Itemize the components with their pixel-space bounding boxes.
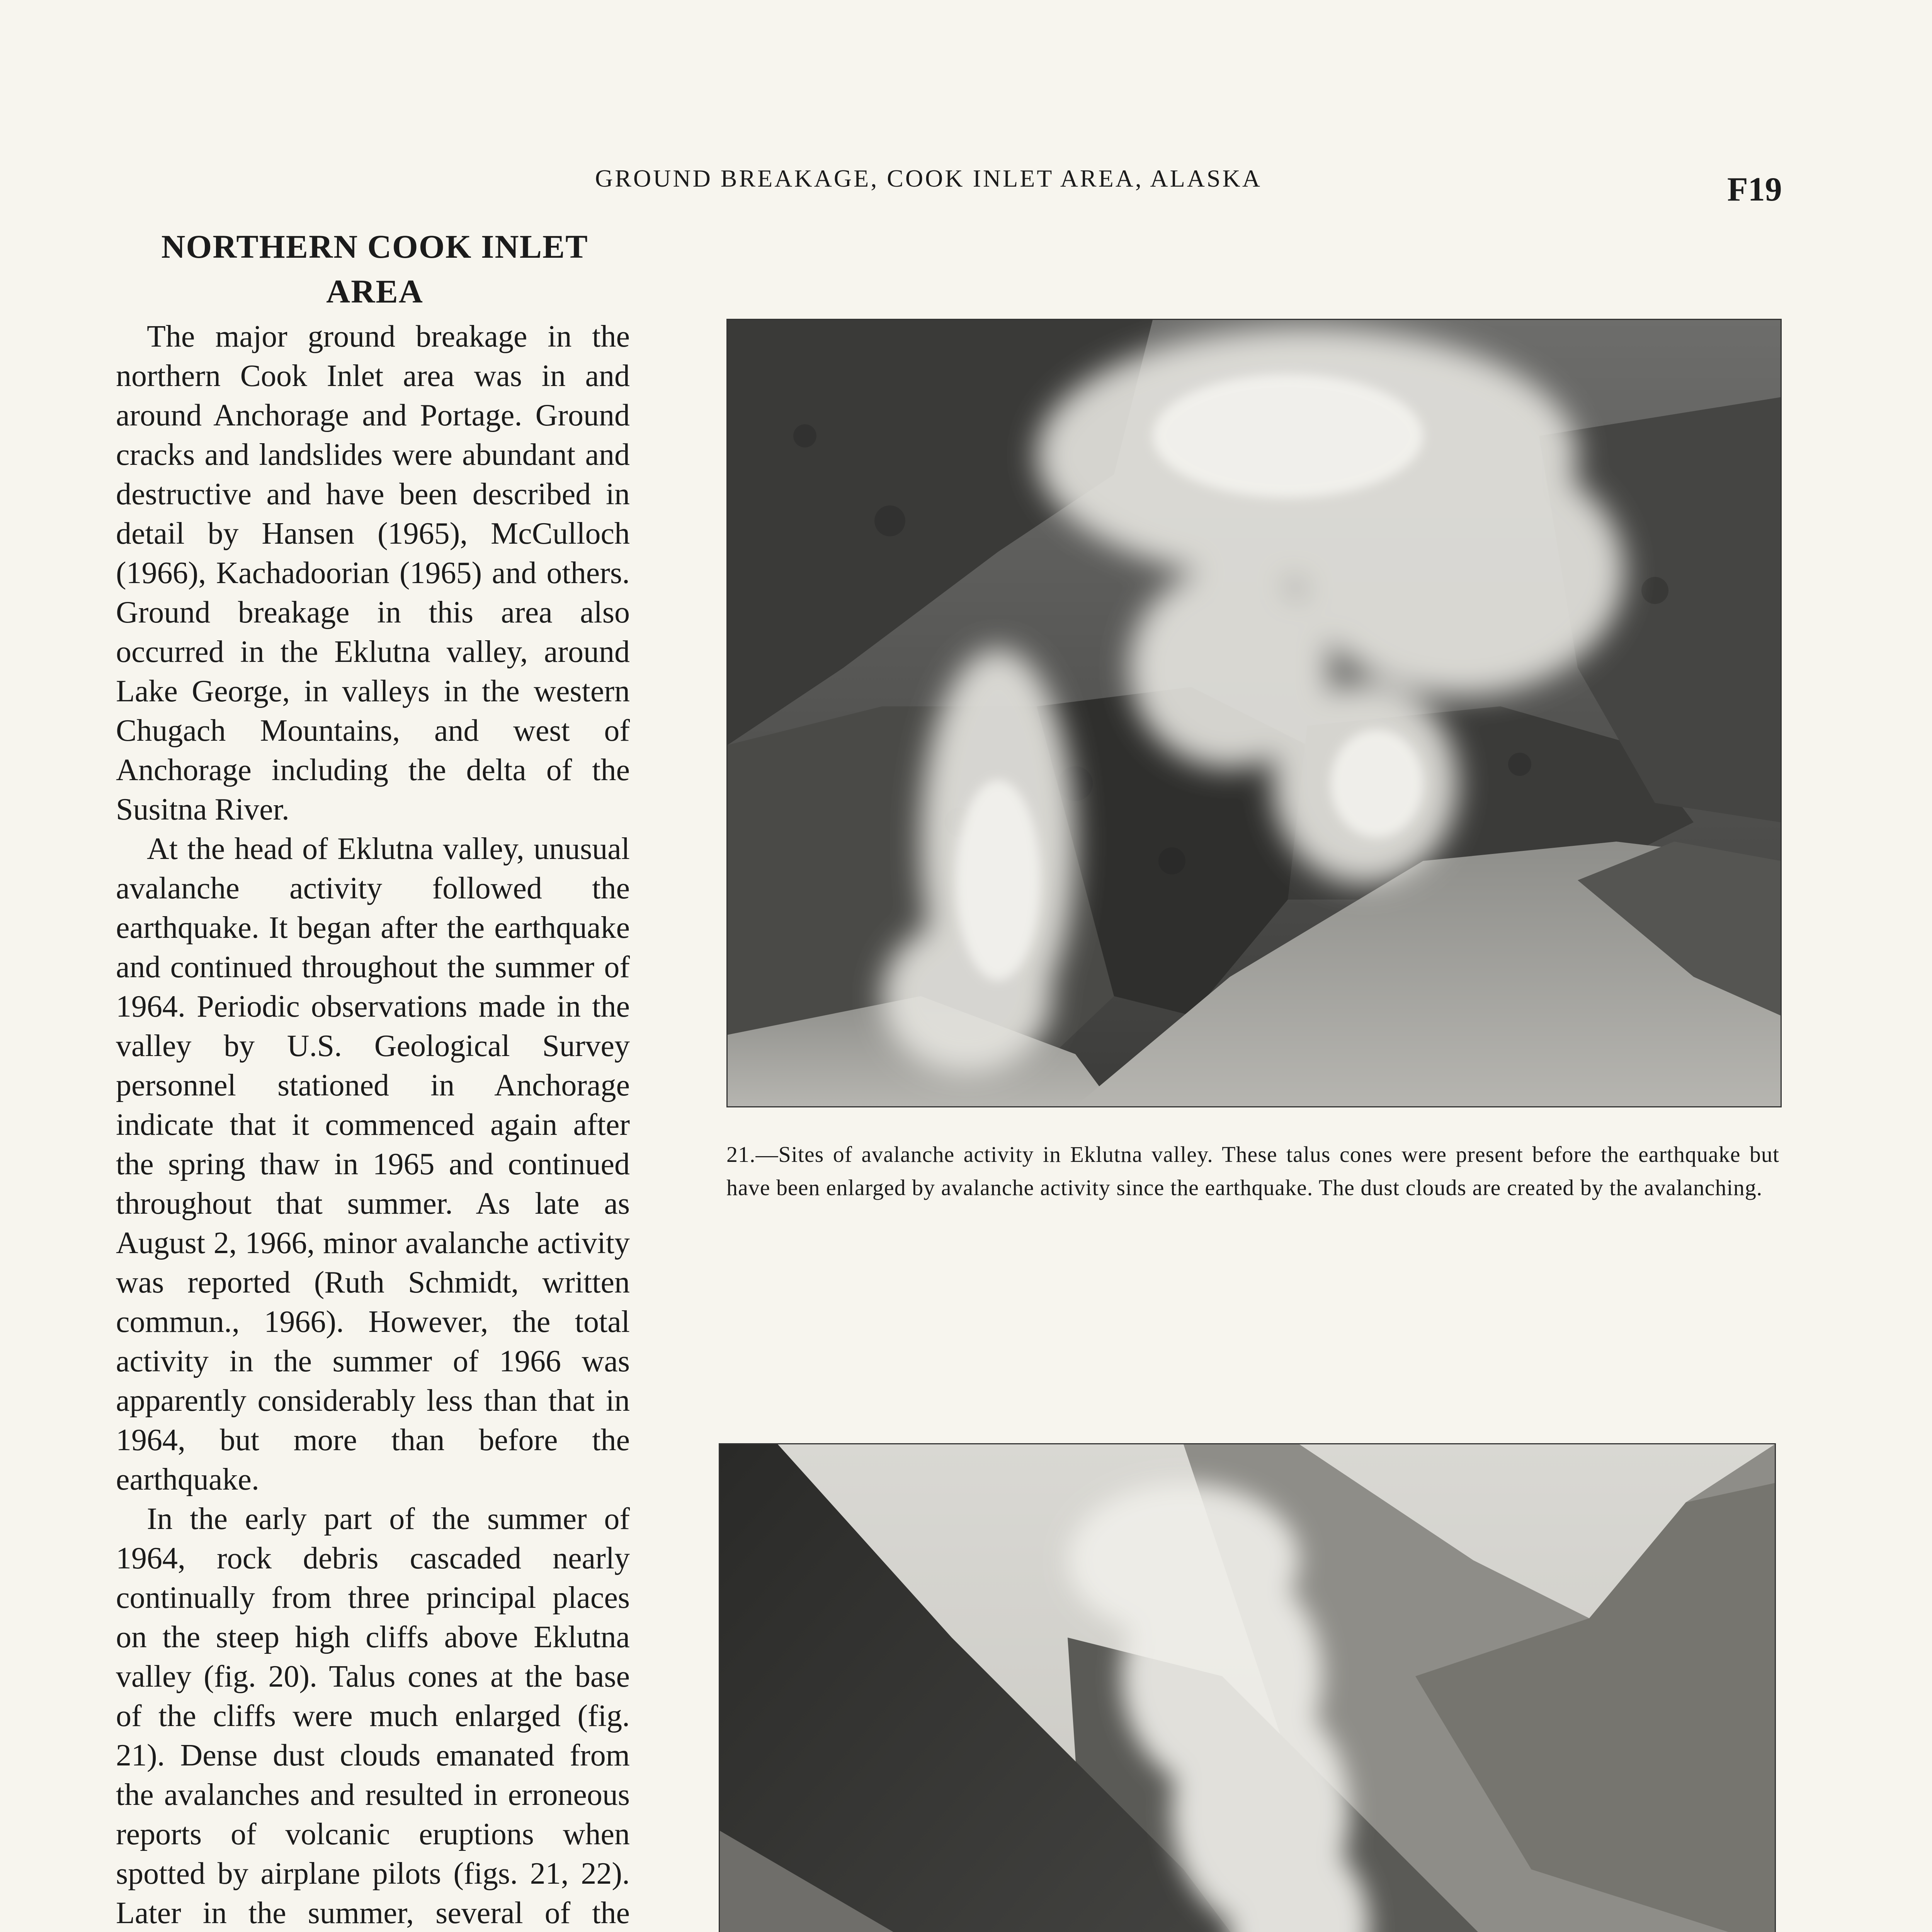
- page-number: F19: [1727, 171, 1782, 208]
- figure-21-caption: 21.—Sites of avalanche activity in Eklutna valley. These talus cones were present before the earthquake but have been enlarged by avalanche activity since the earthquake. The dust clouds are created by the avalanching.: [726, 1142, 1779, 1200]
- avalanche-talus-photo: [728, 320, 1781, 1106]
- paragraph: At the head of Eklutna valley, unusual avalanche activity followed the earthquake. It began after the earthquake and continued throughout the summer of 1964. Periodic observations made in the valley by U.S. Geological Survey personnel stationed in Anchorage indicate that it commenced again after the spring thaw in 1965 and continued throughout that summer. As late as August 2, 1966, minor avalanche activity was reported (Ruth Schmidt, written commun., 1966). However, the total activity in the summer of 1966 was apparently considerably less than that in 1964, but more than before the earthquake.: [116, 832, 630, 1497]
- figure-22-photo: [719, 1443, 1776, 1932]
- body-column: [116, 317, 630, 1932]
- paragraph: The major ground breakage in the northern Cook Inlet area was in and around Anchorage and Portage. Ground cracks and landslides were abundant and destructive and have been described in detail by Hansen (1965), McCulloch (1966), Kachadoorian (1965) and others. Ground breakage in this area also occurred in the Eklutna valley, around Lake George, in valleys in the western Chugach Mountains, and west of Anchorage including the delta of the Susitna River.: [116, 320, 630, 827]
- running-head: GROUND BREAKAGE, COOK INLET AREA, ALASKA: [595, 165, 1262, 192]
- dust-cloud-valley-photo: [720, 1444, 1775, 1932]
- figure-21-photo: [726, 319, 1782, 1107]
- section-title: NORTHERN COOK INLET AREA: [161, 228, 588, 310]
- paragraph: In the early part of the summer of 1964, rock debris cascaded nearly continually from three principal places on the steep high cliffs above Eklutna valley (fig. 20). Talus cones at the base of the cliffs were much enlarged (fig. 21). Dense dust clouds emanated from the avalanches and resulted in erroneous reports of volcanic eruptions when spotted by airplane pilots (figs. 21, 22). Later in the summer, several of the: [116, 1502, 630, 1930]
